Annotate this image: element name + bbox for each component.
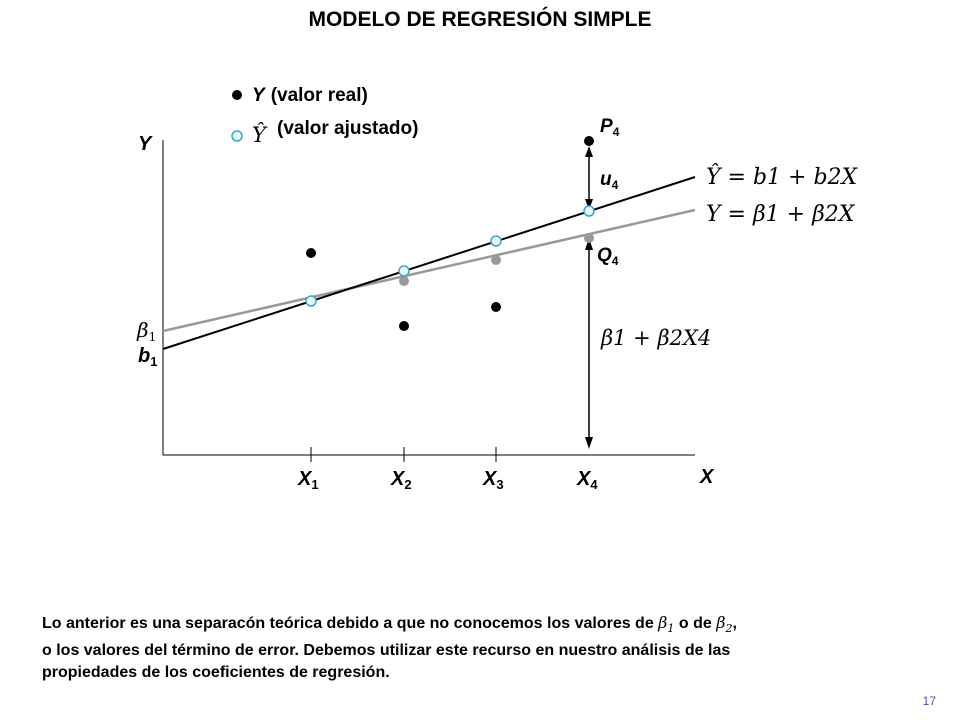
fitted-line-equation: Ŷ = b1 + b2X xyxy=(706,165,858,190)
legend-fitted-marker xyxy=(232,131,242,141)
true-line-equation: Y = β1 + β2X xyxy=(706,202,855,227)
x4-arrow-down xyxy=(585,437,593,449)
true-point-4 xyxy=(584,233,594,243)
page-number: 17 xyxy=(922,694,936,708)
y-axis-label: Y xyxy=(138,133,152,155)
actual-point-3 xyxy=(491,302,501,312)
q4-label: $Q_4$ xyxy=(597,245,619,268)
true-point-3 xyxy=(491,255,501,265)
x-tick-label-3: $X_3$ xyxy=(483,468,504,492)
footer-line-1: Lo anterior es una separacón teórica debido a que no conocemos los valores de $\beta_1$ o de $\beta_2$, xyxy=(42,613,737,636)
true-regression-line xyxy=(163,210,695,331)
fitted-point-1 xyxy=(306,296,316,306)
slide-title: MODELO DE REGRESIÓN SIMPLE xyxy=(308,8,652,31)
q4-value-expression: β1 + β2X4 xyxy=(601,326,712,350)
fitted-point-2 xyxy=(399,266,409,276)
fitted-point-3 xyxy=(491,236,501,246)
b1-intercept-label: $b_1$ xyxy=(138,345,158,369)
footer-line-2: o los valores del término de error. Debemos utilizar este recurso en nuestro análisis de las xyxy=(42,642,731,660)
actual-point-4 xyxy=(584,136,594,146)
x-tick-label-2: $X_2$ xyxy=(391,468,412,492)
p4-label: $P_4$ xyxy=(600,116,620,139)
x-tick-label-4: $X_4$ xyxy=(577,468,598,492)
legend-fitted-symbol: Ŷ xyxy=(252,123,266,147)
x-tick-label-1: $X_1$ xyxy=(298,468,319,492)
x-axis-label: X xyxy=(700,466,714,488)
footer-text xyxy=(42,612,922,684)
legend-fitted-label: (valor ajustado) xyxy=(277,118,419,139)
footer-line-3: propiedades de los coeficientes de regresión. xyxy=(42,664,390,682)
u4-arrow-up xyxy=(585,146,593,157)
legend-actual-marker xyxy=(232,90,242,100)
actual-point-2 xyxy=(399,321,409,331)
beta2-symbol: $\beta_2$ xyxy=(716,613,733,636)
beta1-intercept-label: $\beta_1$ xyxy=(137,318,157,344)
legend-actual-label: Y (valor real) xyxy=(252,85,368,106)
u4-label: $u_4$ xyxy=(600,169,619,192)
true-point-2 xyxy=(399,276,409,286)
actual-point-1 xyxy=(306,248,316,258)
beta1-symbol: $\beta_1$ xyxy=(658,613,675,636)
fitted-point-4 xyxy=(584,206,594,216)
